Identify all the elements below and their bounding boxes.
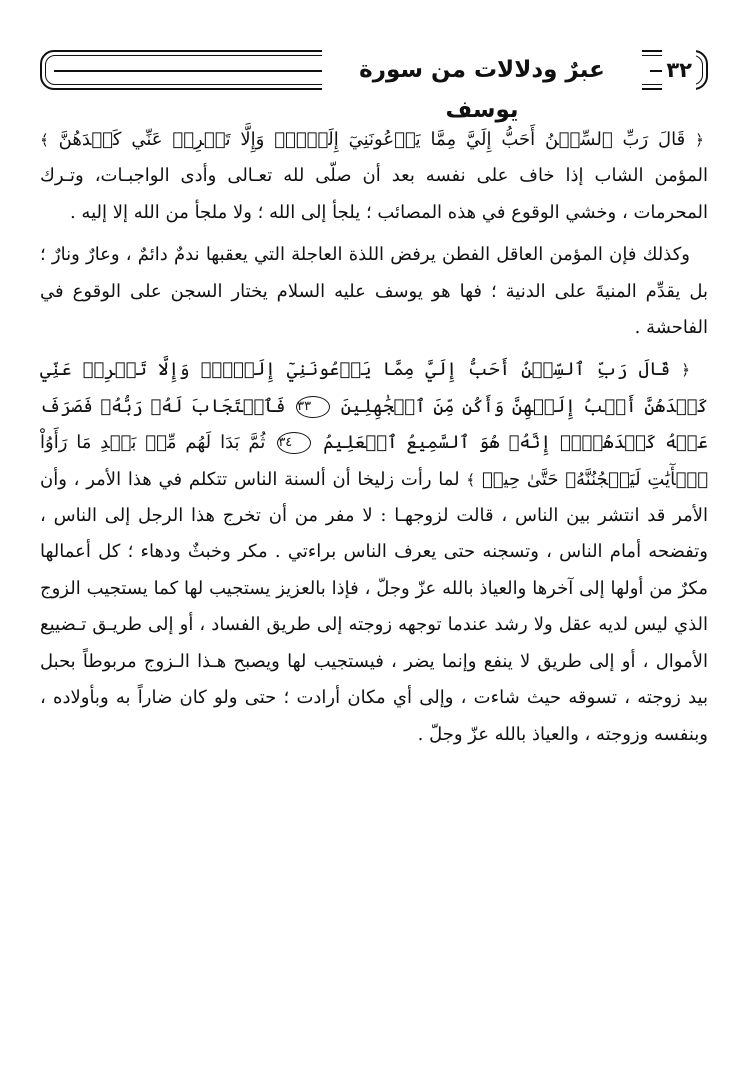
quran-verse-1-text: قَالَ رَبِّ ٱلسِّجۡنُ أَحَبُّ إِلَيَّ مِمَّا يَدۡعُونَنِيٓ إِلَيۡهِۖ وَإِلَّا تَصۡرِفۡ عَنِّي كَيۡدَهُنَّ (58, 129, 686, 150)
running-title: عبرٌ ودلالات من سورة يوسف (322, 50, 642, 90)
paragraph-2 (40, 237, 708, 346)
ornate-bracket-close: ﴾ (466, 470, 476, 489)
paragraph-3 (40, 352, 708, 752)
page-number: ٣٢ (662, 50, 696, 90)
quran-verse-2-text-c: ثُمَّ بَدَا لَهُم مِّنۢ بَعۡدِ مَا رَأَوُاْ ٱلۡأٓيَٰتِ لَيَسۡجُنُنَّهُۥ حَتَّىٰ حِينٖ (40, 432, 708, 490)
paragraph-1-text: المؤمن الشاب إذا خاف على نفسه بعد أن صلّى لله تعـالى وأدى الواجبـات، وتـرك المحرمات ، وخشي الوقوع في هذه المصائب ؛ يلجأ إلى الله ؛ ولا ملجأ من الله إلا إليه . (40, 165, 708, 223)
paragraph-3-text: لما رأت زليخا أن ألسنة الناس تتكلم في هذا الأمر ، وأن الأمر قد انتشر بين الناس ، قالت لزوجهـا : لا مفر من أن تخرج هذا الرجل إلى الناس ، وتفضحه أمام الناس ، وتسجنه حتى يعرف الناس براءتي . مكر وخبثٌ ودهاء ؛ كل أعمالها مكرٌ من أولها إلى آخرها والعياذ بالله عزّ وجلّ ، فإذا بالعزيز يستجيب لها كما يستجيب الزوج الذي ليس لديه عقل ولا رشد عندما توجهه زوجته إلى طريق الفساد ، أو إلى طريـق تـضييع الأموال ، أو إلى طريق لا ينفع وإنما يضر ، فيستجيب لها ويصبح هـذا الـزوج مربوطاً بحبل بيد زوجته ، تسوقه حيث شاءت ، وإلى أي مكان أرادت ؛ حتى ولو كان ضاراً به وبأولاده ، وبنفسه وزوجته ، والعياذ بالله عزّ وجلّ . (40, 468, 708, 745)
quran-verse-2-text-b: فَٱسۡتَجَابَ لَهُۥ رَبُّهُۥ فَصَرَفَ عَنۡهُ كَيۡدَهُنَّۚ إِنَّهُۥ هُوَ ٱلسَّمِيعُ ٱلۡعَلِيمُ (40, 395, 708, 454)
header-rule-left (54, 70, 322, 72)
quran-verse-1 (40, 129, 704, 150)
paragraph-1 (40, 122, 708, 231)
ornate-bracket-close: ﴾ (40, 131, 49, 149)
paragraph-2-text: وكذلك فإن المؤمن العاقل الفطن يرفض اللذة العاجلة التي يعقبها ندمٌ دائمٌ ، وعارٌ ونارٌ ؛ بل يقدِّم المنيةَ على الدنية ؛ فها هو يوسف عليه السلام يختار السجن على الوقوع في الفاحشة . (40, 244, 708, 339)
ornate-bracket-open: ﴿ (681, 361, 690, 380)
ayah-number-marker: ٣٣ (296, 396, 330, 418)
ayah-number-marker: ٣٤ (277, 432, 311, 454)
ornate-bracket-open: ﴿ (695, 131, 704, 149)
quran-verse-2-text-a: قَالَ رَبِّ ٱلسِّجۡنُ أَحَبُّ إِلَيَّ مِمَّا يَدۡعُونَنِيٓ إِلَيۡهِۖ وَإِلَّا تَصۡرِفۡ عَنِّي كَيۡدَهُنَّ أَصۡبُ إِلَيۡهِنَّ وَأَكُن مِّنَ ٱلۡجَٰهِلِينَ (40, 359, 708, 417)
page-header (40, 50, 708, 123)
page-body (40, 122, 708, 759)
